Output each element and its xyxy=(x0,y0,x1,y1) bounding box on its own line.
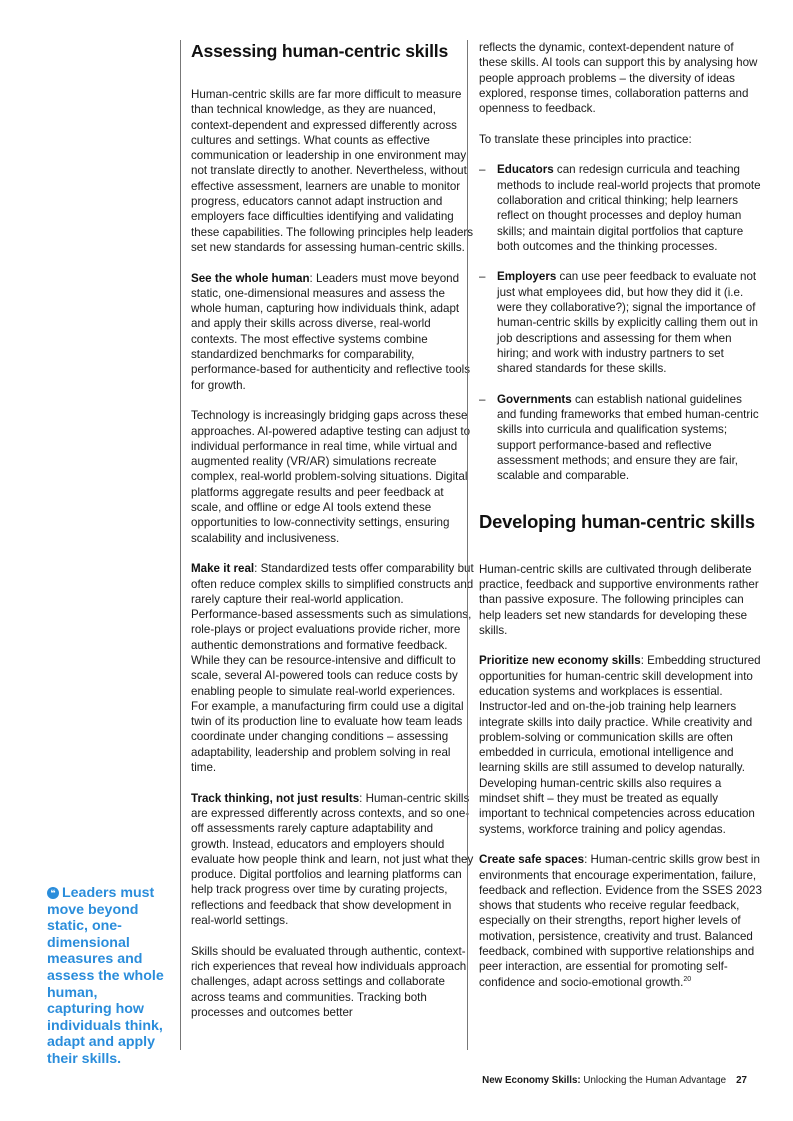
principle-prioritize: Prioritize new economy skills: Embedding structured opportunities for human-centric skill development into education systems and workplaces is essential. Instructor-led and on-the-job training help learners integrate skills into daily practice. While creativity and problem-solving or communication skills are often embedded in curricula, emotional intelligence and learning skills are still assumed to develop naturally. Developing human-centric skills also requires a mindset shift – they must be treated as equally important to technical competencies across education systems, workforce training and policy agendas. xyxy=(479,654,761,836)
principle-title: Prioritize new economy skills xyxy=(479,654,641,668)
stakeholder-list xyxy=(479,162,762,483)
assessing-intro: Human-centric skills are far more difficult to measure than technical knowledge, as they are nuanced, context-dependent and expressed differently across cultures and settings. What counts as effective communication or leadership in one environment may not translate directly to another. Nevertheless, without effective assessment, learners are unable to monitor progress, educators cannot adapt instruction and employers face difficulties identifying and validating these capabilities. The following principles help leaders set new standards for assessing human-centric skills. xyxy=(191,88,474,254)
page-number: 27 xyxy=(736,1075,747,1086)
technology-paragraph: Technology is increasingly bridging gaps across these approaches. AI-powered adaptive testing can adjust to individual performance in real time, while virtual and augmented reality (VR/AR) simulations recreate complex, real-world problem-solving situations. Digital platforms aggregate results and peer feedback at scale, and offline or edge AI tools extend these opportunities to low-connectivity settings, ensuring scalability and inclusiveness. xyxy=(191,409,471,545)
right-column xyxy=(467,40,762,1050)
principle-title: Create safe spaces xyxy=(479,853,585,867)
principle-safe-spaces: Create safe spaces: Human-centric skills grow best in environments that encourage experimentation, failure, feedback and reflection. Evidence from the SSES 2023 shows that students who receive regular feedback, especially on their strengths, report higher levels of motivation, persistence, creativity and trust. Balanced feedback, combined with supportive relationships and peer interaction, are essential for promoting self-confidence and socio-emotional growth.$^{20}$ xyxy=(479,853,762,989)
list-item-employers: – Employers can use peer feedback to evaluate not just what employees did, but how they did it (i.e. were they collaborative?); signal the importance of human-centric skills by explicitly calling them out in job descriptions and assessing for them when hiring; and work with industry partners to set shared standards for these skills. xyxy=(479,270,758,376)
list-item-governments: – Governments can establish national guidelines and funding frameworks that embed human-centric skills into curricula and qualification systems; support performance-based and reflective assessment methods; and ensure they are fair, scalable and comparable. xyxy=(479,392,759,483)
principle-title: See the whole human xyxy=(191,271,310,285)
translate-lead-in: To translate these principles into practice: xyxy=(479,132,692,146)
continuation-paragraph: reflects the dynamic, context-dependent nature of these skills. AI tools can support this by analysing how people approach problems – the diversity of ideas explored, response times, collaboration patterns and openness to feedback. xyxy=(479,41,758,116)
quote-icon: ❝ xyxy=(47,887,59,899)
section-heading-developing: Developing human-centric skills xyxy=(479,510,755,532)
developing-intro: Human-centric skills are cultivated through deliberate practice, feedback and supportive environments rather than passive exposure. The following principles can help leaders set new standards for developing these skills. xyxy=(479,562,759,637)
footnote-reference[interactable]: 20 xyxy=(683,975,692,983)
dash-bullet: – xyxy=(479,163,486,177)
dash-bullet: – xyxy=(479,392,486,406)
principle-title: Make it real xyxy=(191,562,255,576)
left-column xyxy=(180,40,474,1050)
dash-bullet: – xyxy=(479,270,486,284)
publication-title: New Economy Skills: xyxy=(482,1075,581,1086)
pull-quote-text: Leaders must move beyond static, one-dimensional measures and assess the whole human, capturing how individuals think, adapt and apply their skills. xyxy=(47,885,164,1067)
pull-quote xyxy=(47,885,165,1068)
evaluation-paragraph: Skills should be evaluated through authentic, context-rich experiences that reveal how individuals approach challenges, adapt across settings and collaborate across teams and communities. Tracking both processes and outcomes better xyxy=(191,944,467,1019)
page-footer xyxy=(482,1075,747,1086)
list-item-educators: – Educators can redesign curricula and teaching methods to include real-world projects that promote collaboration and critical thinking; help learners reflect on thought processes and deploy human skills; and maintain digital portfolios that capture both outcomes and the thinking processes. xyxy=(479,163,761,253)
principle-track-thinking: Track thinking, not just results: Human-centric skills are expressed differently across contexts, and so one-off assessments rarely capture adaptability and growth. Instead, educators and employers should evaluate how people think and learn, not just what they produce. Digital portfolios and learning platforms can help track progress over time by curating projects, reflections and feedback that show development in real-world settings. xyxy=(191,791,474,928)
principle-title: Track thinking, not just results xyxy=(191,791,360,805)
principle-make-it-real: Make it real: Standardized tests offer comparability but often reduce complex skills to simplified constructs and rarely capture their real-world application. Performance-based assessments such as simulations, role-plays or project evaluations provide richer, more authentic demonstrations and formative feedback. While they can be resource-intensive and difficult to scale, several AI-powered tools can reduce costs by enabling people to simulate real-world experiences. For example, a manufacturing firm could use a digital twin of its production line to evaluate how team leads coordinate under changing conditions – assessing adaptability, leadership and problem solving in real time. xyxy=(191,562,474,775)
publication-subtitle: Unlocking the Human Advantage xyxy=(580,1075,727,1086)
principle-whole-human: See the whole human: Leaders must move beyond static, one-dimensional measures and assess the whole human, capturing how individuals think, adapt and apply their skills across diverse, real-world contexts. The most effective systems combine standardized benchmarks for comparability, performance-based for authenticity and reflective tools for growth. xyxy=(191,271,471,392)
section-heading-assessing: Assessing human-centric skills xyxy=(191,41,449,61)
